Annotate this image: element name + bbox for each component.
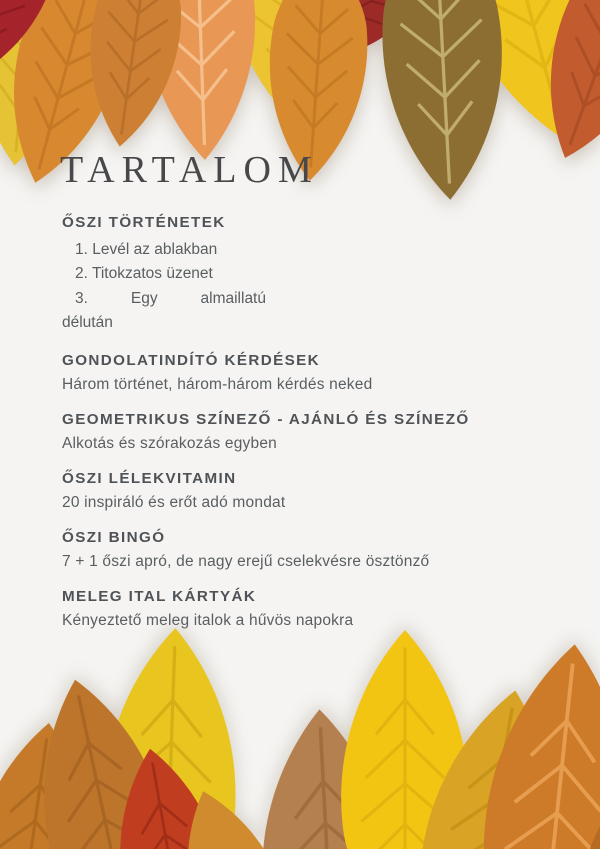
section-description: Kényeztető meleg italok a hűvös napokra — [62, 611, 354, 629]
section-description: Három történet, három-három kérdés neked — [62, 375, 373, 393]
section-heading: ŐSZI BINGÓ — [62, 528, 166, 546]
toc-content — [62, 149, 562, 647]
page-title: TARTALOM — [60, 149, 319, 191]
toc-section-coloring — [62, 411, 562, 453]
toc-item-wrap: délután — [62, 314, 113, 332]
section-heading: ŐSZI LÉLEKVITAMIN — [62, 469, 237, 487]
toc-section-vitamin — [62, 470, 562, 512]
toc-item: 3. Egy almaillatú — [75, 289, 266, 307]
toc-section-drinks — [62, 588, 562, 630]
toc-section-stories — [62, 214, 562, 336]
section-heading: MELEG ITAL KÁRTYÁK — [62, 587, 257, 605]
section-description: 7 + 1 őszi apró, de nagy erejű cselekvésre ösztönző — [62, 552, 430, 570]
toc-item: 1. Levél az ablakban — [75, 240, 218, 258]
section-heading: GEOMETRIKUS SZÍNEZŐ - AJÁNLÓ ÉS SZÍNEZŐ — [62, 410, 470, 428]
toc-item: 2. Titokzatos üzenet — [75, 265, 213, 283]
section-description: 20 inspiráló és erőt adó mondat — [62, 493, 286, 511]
section-heading: ŐSZI TÖRTÉNETEK — [62, 213, 226, 231]
toc-section-bingo — [62, 529, 562, 571]
section-heading: GONDOLATINDÍTÓ KÉRDÉSEK — [62, 352, 321, 369]
toc-section-questions — [62, 352, 562, 394]
toc-list — [62, 238, 562, 336]
section-description: Alkotás és szórakozás egyben — [62, 434, 277, 452]
